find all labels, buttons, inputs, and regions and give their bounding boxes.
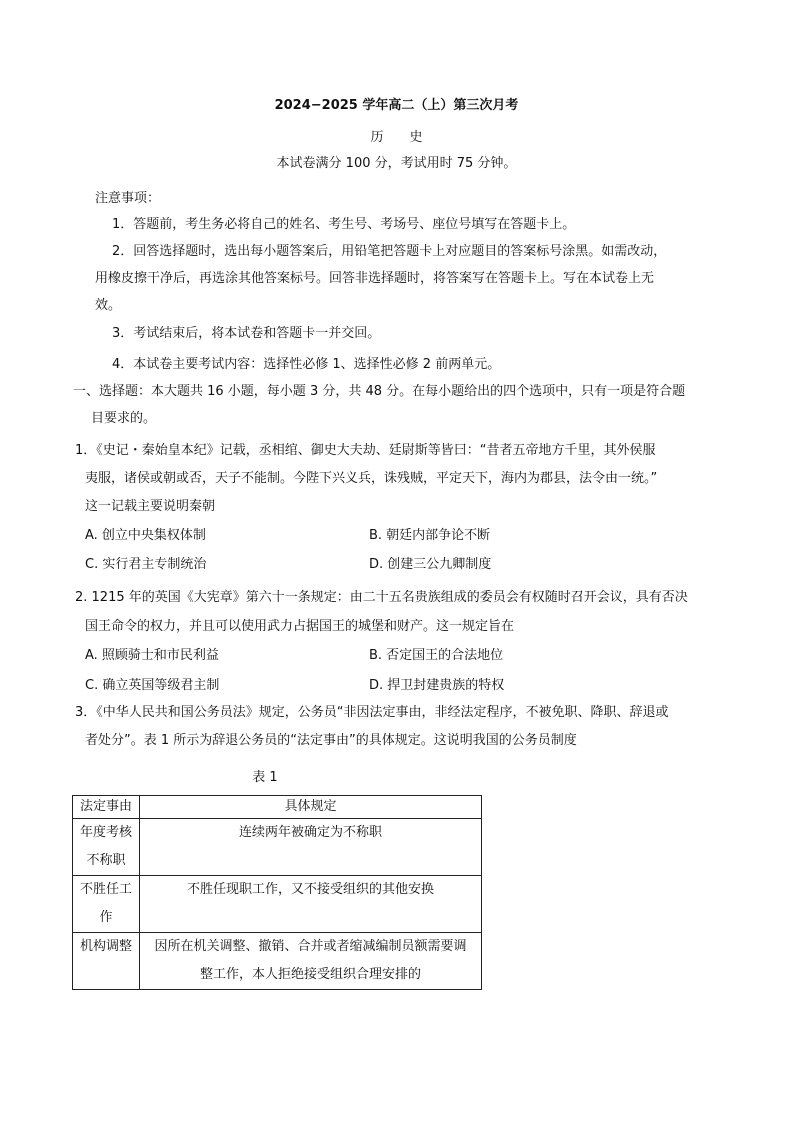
question-2-line-1: 2. 1215 年的英国《大宪章》第六十一条规定：由二十五名贵族组成的委员会有权随时召开会议，具有否决 [75,590,688,605]
table-row-3-value-line-1: 因所在机关调整、撤销、合并或者缩减编制员额需要调 [154,939,467,954]
table-row-3-value [140,933,482,990]
question-2-line-2: 国王命令的权力，并且可以使用武力占据国王的城堡和财产。这一规定旨在 [85,619,515,634]
table-row [73,876,482,933]
table-row [73,819,482,876]
table-row-2-key [73,876,140,933]
table-row-2-value-text: 不胜任现职工作，又不接受组织的其他安换 [186,882,434,897]
notes-heading: 注意事项： [95,191,161,206]
question-1-option-d: D. 创建三公九卿制度 [369,557,492,572]
table-row-2-value [140,876,482,933]
section-1-instructions-line-1: 一、选择题：本大题共 16 小题，每小题 3 分，共 48 分。在每小题给出的四个选项中，只有一项是符合题 [73,384,686,399]
table-header-value: 具体规定 [140,796,482,819]
exam-info: 本试卷满分 100 分，考试用时 75 分钟。 [276,156,517,171]
table-row-2-key-line-2: 作 [99,910,113,925]
question-1-option-b: B. 朝廷内部争论不断 [369,528,491,543]
section-1-instructions-line-2: 目要求的。 [91,411,157,426]
notes-item-3: 3．考试结束后，将本试卷和答题卡一并交回。 [112,326,381,341]
table-row-1-key [73,819,140,876]
question-2-option-c: C. 确立英国等级君主制 [85,678,220,693]
table-row-2-key-line-1: 不胜任工 [79,882,132,897]
question-1-line-1: 1．《史记・秦始皇本纪》记载，丞相绾、御史大夫劫、廷尉斯等皆曰：“昔者五帝地方千里，其外侯服 [75,443,656,458]
table-row-3-key [73,933,140,990]
question-2-option-b: B. 否定国王的合法地位 [369,648,504,663]
notes-item-1: 1．答题前，考生务必将自己的姓名、考生号、考场号、座位号填写在答题卡上。 [112,217,576,232]
question-1-option-c: C. 实行君主专制统治 [85,557,207,572]
question-2-option-d: D. 捍卫封建贵族的特权 [369,678,505,693]
table-row-1-key-line-2: 不称职 [86,853,126,868]
question-1-line-2: 夷服，诸侯或朝或否，天子不能制。今陛下兴义兵，诛残贼，平定天下，海内为郡县，法令由一统。” [85,471,658,486]
question-3-line-1: 3．《中华人民共和国公务员法》规定，公务员“非因法定事由，非经法定程序，不被免职、降职、辞退或 [75,705,669,720]
table-row-3-key-text: 机构调整 [79,939,132,954]
exam-title: 2024−2025 学年高二（上）第三次月考 [274,98,519,113]
table-1-caption: 表 1 [252,770,278,785]
table-header-row [73,796,482,819]
notes-item-2-line-3: 效。 [95,298,122,313]
table-row-1-value [140,819,482,876]
notes-item-4: 4．本试卷主要考试内容：选择性必修 1、选择性必修 2 前两单元。 [112,357,501,372]
question-3-line-2: 者处分”。表 1 所示为辞退公务员的“法定事由”的具体规定。这说明我国的公务员制度 [85,733,577,748]
table-row-1-value-text: 连续两年被确定为不称职 [238,825,382,840]
question-1-option-a: A. 创立中央集权体制 [85,528,206,543]
table-row-1-key-line-1: 年度考核 [79,825,132,840]
subject-title: 历 史 [370,130,423,145]
notes-item-2-line-2: 用橡皮擦干净后，再选涂其他答案标号。回答非选择题时，将答案写在答题卡上。写在本试卷上无 [95,271,655,286]
question-1-line-3: 这一记载主要说明秦朝 [85,499,216,514]
table-row [73,933,482,990]
table-header-key: 法定事由 [73,796,140,819]
question-2-option-a: A. 照顾骑士和市民利益 [85,648,219,663]
table-1 [72,795,482,990]
notes-item-2-line-1: 2．回答选择题时，选出每小题答案后，用铅笔把答题卡上对应题目的答案标号涂黑。如需改动， [112,244,667,259]
table-row-3-value-line-2: 整工作，本人拒绝接受组织合理安排的 [199,967,421,982]
